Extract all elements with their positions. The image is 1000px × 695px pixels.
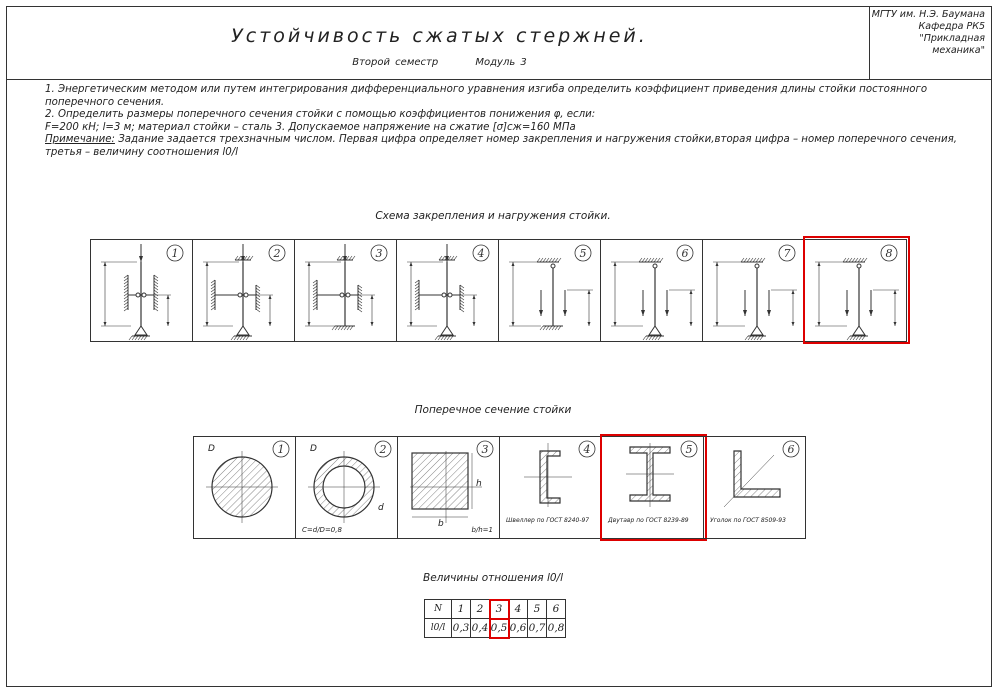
module-label: Модуль 3 (475, 57, 527, 68)
scheme-diagram (91, 240, 194, 343)
section-caption: Швеллер по ГОСТ 8240-97 (506, 517, 590, 524)
org-line: МГТУ им. Н.Э. Баумана (871, 9, 985, 20)
ratio-table (424, 599, 566, 638)
section-caption: Двутавр по ГОСТ 8239-89 (608, 517, 689, 524)
title-block (7, 7, 991, 80)
svg-text:4: 4 (583, 443, 591, 456)
organization-block (869, 7, 991, 79)
task-item-3: F=200 кН; l=3 м; материал стойки – сталь 3. Допускаемое напряжение на сжатие [σ]сж=160 МПа (45, 121, 576, 133)
task-text (45, 84, 960, 159)
section-drawing (704, 437, 807, 540)
ratio-value-cell: 0,4 (471, 619, 490, 638)
ratio-header-cell: N (425, 600, 452, 619)
scheme-cell-5 (498, 239, 601, 342)
section-cell-2 (295, 436, 398, 539)
task-item-1: 1. Энергетическим методом или путем интегрирования дифференциального уравнения изгиба определить коэффициент приведения длины стойки постоянного поперечного сечения. (45, 84, 928, 108)
section-drawing (500, 437, 603, 540)
scheme-cell-6 (600, 239, 703, 342)
svg-text:3: 3 (375, 247, 383, 260)
sections-caption: Поперечное сечение стойки (414, 404, 572, 416)
page-title: Устойчивость сжатых стержней. (231, 25, 648, 47)
scheme-cell-3 (294, 239, 397, 342)
svg-text:7: 7 (783, 247, 791, 260)
section-caption: Уголок по ГОСТ 8509-93 (710, 517, 786, 524)
svg-text:4: 4 (477, 247, 485, 260)
section-cell-3 (397, 436, 500, 539)
svg-text:6: 6 (681, 247, 689, 260)
section-cell-4 (499, 436, 602, 539)
ratio-value-cell: 0,7 (528, 619, 547, 638)
semester-label: Второй семестр (352, 57, 439, 68)
dimension-label: d (378, 503, 384, 513)
scheme-diagram (397, 240, 500, 343)
ratio-header-cell: 2 (471, 600, 490, 619)
ratio-header-cell: 6 (547, 600, 566, 619)
org-line: "Прикладная механика" (919, 33, 985, 56)
scheme-diagram (703, 240, 806, 343)
ratio-table-header-row (425, 600, 566, 619)
ratios-caption: Величины отношения l0/l (422, 572, 563, 584)
scheme-diagram (601, 240, 704, 343)
note-label: Примечание: (45, 134, 115, 145)
org-line: Кафедра РК5 (918, 21, 985, 32)
section-cell-1 (193, 436, 296, 539)
ratio-value-cell: l0/l (425, 619, 452, 638)
ratio-header-cell: 5 (528, 600, 547, 619)
ratio-value-cell: 0,5 (490, 619, 509, 638)
svg-text:3: 3 (481, 443, 489, 456)
schemes-caption: Схема закрепления и нагружения стойки. (375, 210, 611, 222)
dimension-label: h (476, 479, 482, 489)
note-text: Задание задается трехзначным числом. Первая цифра определяет номер закрепления и нагружения стойки,вторая цифра – номер поперечного сечения, третья – величину соотношения l0/l (45, 134, 957, 158)
svg-text:6: 6 (787, 443, 795, 456)
scheme-cell-7 (702, 239, 805, 342)
task-item-2: 2. Определить размеры поперечного сечения стойки с помощью коэффициентов понижения φ, если: (45, 109, 596, 120)
svg-text:2: 2 (379, 443, 387, 456)
ratio-value-cell: 0,8 (547, 619, 566, 638)
scheme-cell-2 (192, 239, 295, 342)
svg-text:2: 2 (273, 247, 281, 260)
scheme-cell-4 (396, 239, 499, 342)
ratio-value-cell: 0,3 (452, 619, 471, 638)
subtitle (7, 57, 872, 68)
section-caption: C=d/D=0,8 (302, 526, 342, 534)
svg-text:5: 5 (579, 247, 587, 260)
svg-text:1: 1 (171, 247, 179, 260)
ratio-value-cell: 0,6 (509, 619, 528, 638)
svg-text:8: 8 (885, 247, 893, 260)
task-note (45, 134, 960, 159)
scheme-diagram (193, 240, 296, 343)
dimension-label: b (438, 519, 444, 529)
ratio-header-cell: 1 (452, 600, 471, 619)
schemes-row (91, 239, 907, 342)
dimension-label: D (208, 444, 215, 454)
svg-text:1: 1 (277, 443, 285, 456)
ratio-table-values-row (425, 619, 566, 638)
section-drawing (398, 437, 501, 540)
scheme-diagram (295, 240, 398, 343)
ratio-header-cell: 4 (509, 600, 528, 619)
scheme-cell-1 (90, 239, 193, 342)
svg-text:5: 5 (685, 443, 693, 456)
selected-section-highlight (600, 434, 707, 541)
sections-row (194, 436, 806, 539)
selected-scheme-highlight (803, 236, 910, 344)
scheme-diagram (499, 240, 602, 343)
section-cell-6 (703, 436, 806, 539)
section-caption: b/h=1 (471, 526, 493, 534)
ratio-header-cell: 3 (490, 600, 509, 619)
dimension-label: D (310, 444, 317, 454)
